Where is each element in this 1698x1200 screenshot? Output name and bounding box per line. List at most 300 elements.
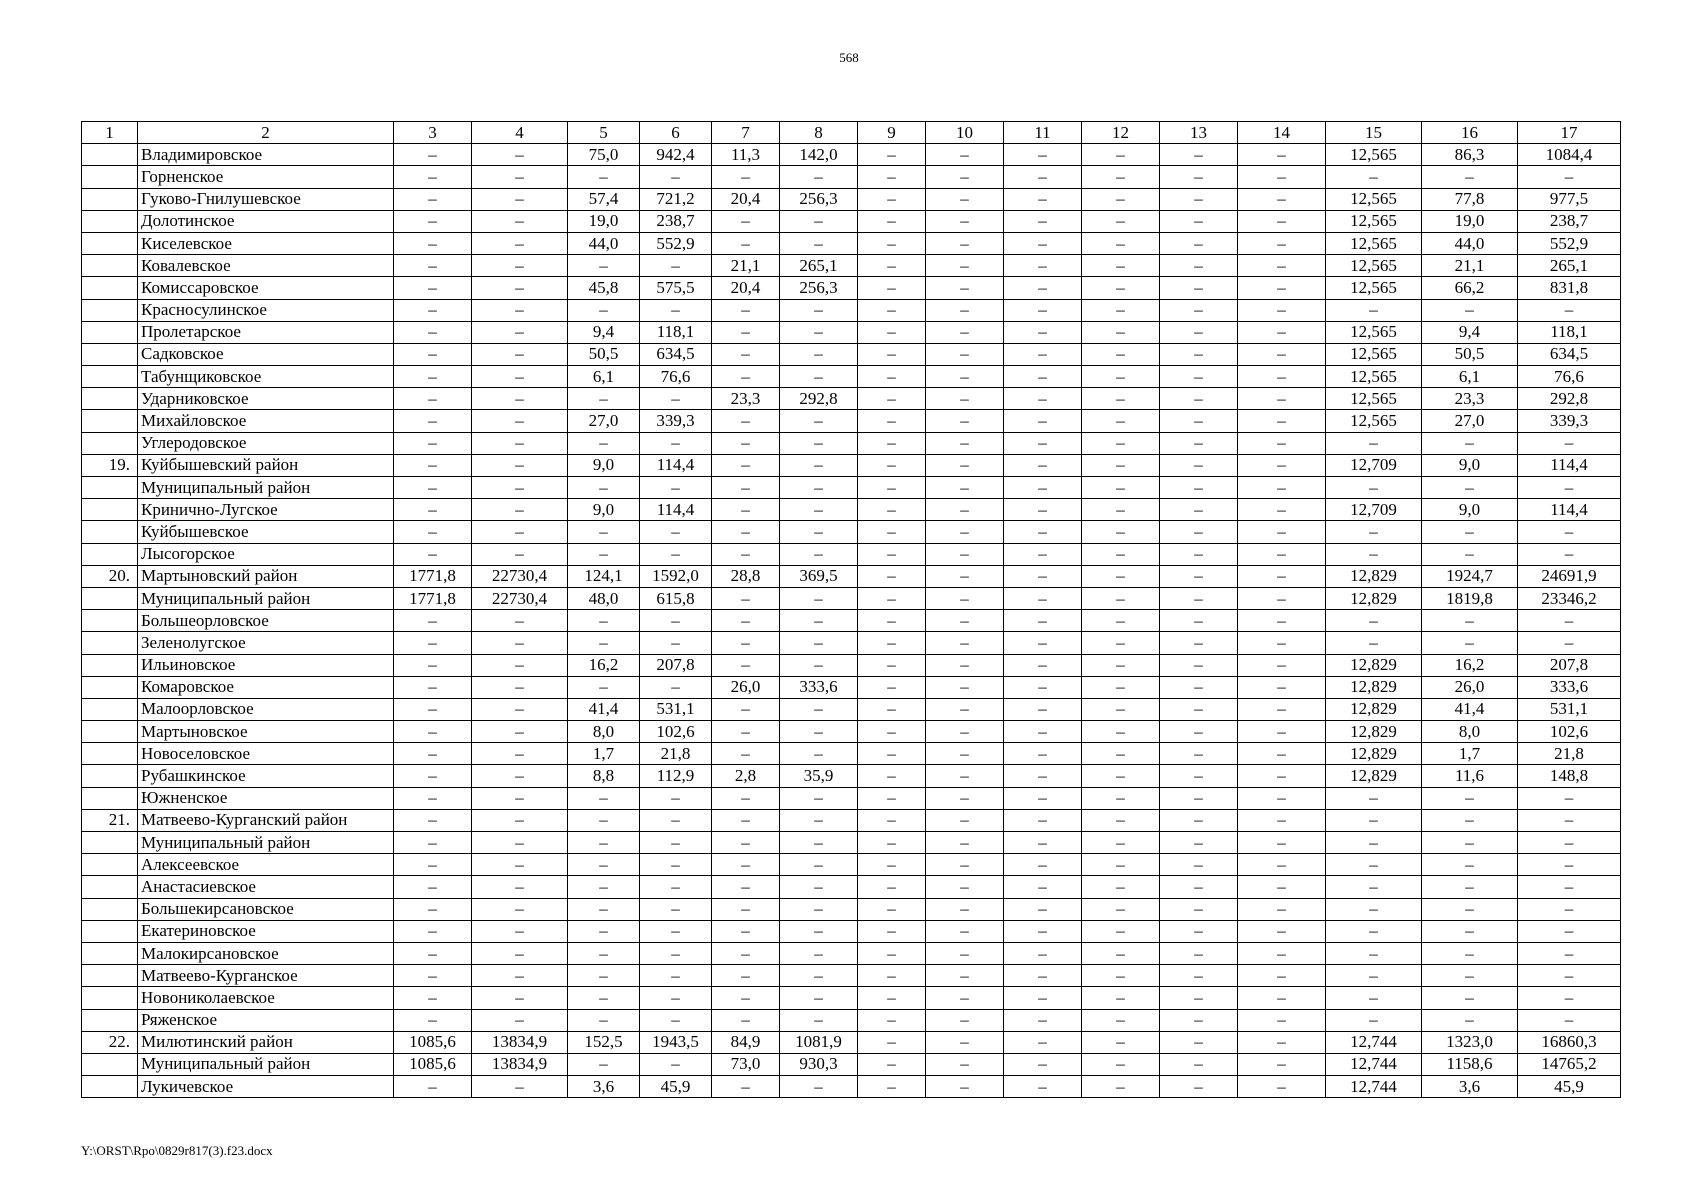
- value-cell: –: [568, 632, 640, 654]
- value-cell: –: [472, 1009, 568, 1031]
- value-cell: –: [1326, 166, 1422, 188]
- value-cell: –: [472, 721, 568, 743]
- settlement-name-cell: Углеродовское: [138, 432, 394, 454]
- value-cell: 531,1: [640, 698, 712, 720]
- value-cell: –: [568, 920, 640, 942]
- value-cell: 16,2: [568, 654, 640, 676]
- value-cell: 11,6: [1422, 765, 1518, 787]
- value-cell: –: [858, 499, 926, 521]
- value-cell: 265,1: [1518, 255, 1621, 277]
- value-cell: –: [1004, 1031, 1082, 1053]
- value-cell: –: [858, 188, 926, 210]
- value-cell: –: [858, 654, 926, 676]
- value-cell: 1081,9: [780, 1031, 858, 1053]
- value-cell: –: [712, 920, 780, 942]
- value-cell: –: [780, 454, 858, 476]
- value-cell: 339,3: [1518, 410, 1621, 432]
- value-cell: –: [1160, 942, 1238, 964]
- value-cell: –: [640, 432, 712, 454]
- value-cell: –: [780, 1009, 858, 1031]
- row-number-cell: [82, 632, 138, 654]
- value-cell: 333,6: [1518, 676, 1621, 698]
- value-cell: –: [1518, 521, 1621, 543]
- value-cell: 76,6: [1518, 366, 1621, 388]
- value-cell: –: [858, 721, 926, 743]
- row-number-cell: [82, 965, 138, 987]
- value-cell: –: [394, 144, 472, 166]
- value-cell: –: [1082, 255, 1160, 277]
- value-cell: –: [1160, 654, 1238, 676]
- value-cell: –: [1004, 565, 1082, 587]
- settlement-name-cell: Горненское: [138, 166, 394, 188]
- value-cell: –: [712, 854, 780, 876]
- value-cell: –: [394, 765, 472, 787]
- value-cell: –: [712, 410, 780, 432]
- value-cell: –: [1518, 166, 1621, 188]
- value-cell: –: [1238, 366, 1326, 388]
- value-cell: 21,8: [1518, 743, 1621, 765]
- value-cell: –: [1422, 543, 1518, 565]
- value-cell: –: [1004, 942, 1082, 964]
- value-cell: –: [394, 832, 472, 854]
- value-cell: 339,3: [640, 410, 712, 432]
- value-cell: 19,0: [1422, 210, 1518, 232]
- value-cell: –: [472, 1076, 568, 1098]
- value-cell: –: [1238, 787, 1326, 809]
- value-cell: –: [1238, 343, 1326, 365]
- value-cell: –: [1238, 388, 1326, 410]
- value-cell: –: [1082, 299, 1160, 321]
- settlement-name-cell: Малоорловское: [138, 698, 394, 720]
- value-cell: –: [1082, 654, 1160, 676]
- value-cell: –: [568, 1053, 640, 1075]
- value-cell: –: [858, 255, 926, 277]
- value-cell: –: [1518, 832, 1621, 854]
- value-cell: 575,5: [640, 277, 712, 299]
- table-row: [82, 654, 1621, 676]
- value-cell: –: [1238, 743, 1326, 765]
- value-cell: 1819,8: [1422, 587, 1518, 609]
- row-number-cell: [82, 765, 138, 787]
- value-cell: 12,565: [1326, 232, 1422, 254]
- value-cell: –: [858, 587, 926, 609]
- row-number-cell: [82, 698, 138, 720]
- value-cell: –: [472, 410, 568, 432]
- value-cell: –: [780, 521, 858, 543]
- value-cell: –: [926, 454, 1004, 476]
- value-cell: –: [712, 876, 780, 898]
- value-cell: 238,7: [640, 210, 712, 232]
- value-cell: –: [1160, 1053, 1238, 1075]
- value-cell: –: [568, 166, 640, 188]
- value-cell: –: [1082, 432, 1160, 454]
- value-cell: 152,5: [568, 1031, 640, 1053]
- value-cell: –: [394, 1009, 472, 1031]
- value-cell: –: [472, 632, 568, 654]
- table-row: [82, 410, 1621, 432]
- settlement-name-cell: Ряженское: [138, 1009, 394, 1031]
- value-cell: –: [1160, 1031, 1238, 1053]
- row-number-cell: [82, 321, 138, 343]
- value-cell: 6,1: [568, 366, 640, 388]
- value-cell: –: [1004, 144, 1082, 166]
- value-cell: –: [472, 188, 568, 210]
- table-row: [82, 255, 1621, 277]
- value-cell: –: [1422, 432, 1518, 454]
- table-row: [82, 854, 1621, 876]
- value-cell: –: [1160, 499, 1238, 521]
- value-cell: 615,8: [640, 587, 712, 609]
- value-cell: –: [1326, 898, 1422, 920]
- row-number-cell: [82, 987, 138, 1009]
- settlement-name-cell: Рубашкинское: [138, 765, 394, 787]
- row-number-cell: [82, 1009, 138, 1031]
- value-cell: –: [858, 477, 926, 499]
- value-cell: 265,1: [780, 255, 858, 277]
- value-cell: –: [1004, 987, 1082, 1009]
- value-cell: –: [926, 787, 1004, 809]
- value-cell: 831,8: [1518, 277, 1621, 299]
- value-cell: –: [926, 1053, 1004, 1075]
- value-cell: 26,0: [1422, 676, 1518, 698]
- value-cell: 333,6: [780, 676, 858, 698]
- value-cell: –: [1238, 477, 1326, 499]
- value-cell: –: [568, 543, 640, 565]
- value-cell: –: [780, 410, 858, 432]
- value-cell: –: [1004, 277, 1082, 299]
- value-cell: –: [640, 676, 712, 698]
- value-cell: –: [712, 343, 780, 365]
- value-cell: 12,829: [1326, 698, 1422, 720]
- value-cell: –: [926, 343, 1004, 365]
- value-cell: 942,4: [640, 144, 712, 166]
- value-cell: 45,9: [1518, 1076, 1621, 1098]
- value-cell: –: [926, 854, 1004, 876]
- value-cell: –: [780, 920, 858, 942]
- value-cell: 12,565: [1326, 410, 1422, 432]
- value-cell: –: [1004, 854, 1082, 876]
- value-cell: –: [1238, 832, 1326, 854]
- value-cell: –: [858, 1031, 926, 1053]
- value-cell: –: [1004, 343, 1082, 365]
- value-cell: –: [1004, 188, 1082, 210]
- table-row: [82, 1031, 1621, 1053]
- settlement-name-cell: Ковалевское: [138, 255, 394, 277]
- value-cell: –: [1082, 832, 1160, 854]
- value-cell: 207,8: [640, 654, 712, 676]
- value-cell: –: [472, 232, 568, 254]
- value-cell: –: [472, 144, 568, 166]
- value-cell: –: [780, 898, 858, 920]
- value-cell: –: [394, 610, 472, 632]
- value-cell: –: [1082, 210, 1160, 232]
- value-cell: –: [1238, 188, 1326, 210]
- value-cell: –: [1160, 920, 1238, 942]
- value-cell: 73,0: [712, 1053, 780, 1075]
- row-number-cell: [82, 721, 138, 743]
- value-cell: –: [394, 876, 472, 898]
- row-number-cell: [82, 277, 138, 299]
- value-cell: –: [712, 898, 780, 920]
- value-cell: –: [926, 965, 1004, 987]
- value-cell: –: [926, 388, 1004, 410]
- value-cell: –: [1238, 809, 1326, 831]
- value-cell: –: [1160, 743, 1238, 765]
- value-cell: –: [926, 565, 1004, 587]
- value-cell: –: [1238, 942, 1326, 964]
- value-cell: –: [858, 454, 926, 476]
- value-cell: –: [394, 521, 472, 543]
- value-cell: –: [1082, 898, 1160, 920]
- file-path-footer: Y:\ORST\Rpo\0829r817(3).f23.docx: [81, 1143, 273, 1158]
- value-cell: 12,565: [1326, 277, 1422, 299]
- value-cell: 9,0: [568, 454, 640, 476]
- value-cell: –: [640, 898, 712, 920]
- value-cell: –: [926, 610, 1004, 632]
- value-cell: –: [394, 388, 472, 410]
- value-cell: –: [640, 854, 712, 876]
- value-cell: –: [858, 277, 926, 299]
- table-row: [82, 698, 1621, 720]
- value-cell: 8,0: [568, 721, 640, 743]
- value-cell: –: [1160, 787, 1238, 809]
- table-row: [82, 388, 1621, 410]
- value-cell: –: [472, 388, 568, 410]
- data-table: [81, 121, 1621, 1098]
- value-cell: –: [568, 388, 640, 410]
- value-cell: –: [926, 1031, 1004, 1053]
- value-cell: –: [1326, 432, 1422, 454]
- table-row: [82, 632, 1621, 654]
- value-cell: –: [712, 610, 780, 632]
- value-cell: –: [780, 432, 858, 454]
- row-number-cell: [82, 166, 138, 188]
- table-row: [82, 188, 1621, 210]
- value-cell: –: [1004, 587, 1082, 609]
- value-cell: –: [394, 277, 472, 299]
- value-cell: 20,4: [712, 277, 780, 299]
- value-cell: –: [858, 876, 926, 898]
- row-number-cell: [82, 920, 138, 942]
- row-number-cell: [82, 610, 138, 632]
- value-cell: –: [926, 809, 1004, 831]
- value-cell: –: [640, 787, 712, 809]
- value-cell: –: [1082, 388, 1160, 410]
- value-cell: –: [1422, 898, 1518, 920]
- value-cell: 721,2: [640, 188, 712, 210]
- value-cell: –: [1004, 321, 1082, 343]
- value-cell: –: [472, 832, 568, 854]
- value-cell: –: [1422, 809, 1518, 831]
- value-cell: 3,6: [1422, 1076, 1518, 1098]
- value-cell: –: [1082, 410, 1160, 432]
- value-cell: –: [780, 587, 858, 609]
- value-cell: –: [394, 809, 472, 831]
- settlement-name-cell: Ударниковское: [138, 388, 394, 410]
- value-cell: –: [780, 210, 858, 232]
- value-cell: –: [780, 321, 858, 343]
- value-cell: –: [1160, 188, 1238, 210]
- value-cell: –: [568, 299, 640, 321]
- table-row: [82, 477, 1621, 499]
- column-number-cell: 14: [1238, 122, 1326, 144]
- value-cell: 1,7: [568, 743, 640, 765]
- value-cell: –: [712, 832, 780, 854]
- value-cell: –: [926, 232, 1004, 254]
- value-cell: –: [568, 255, 640, 277]
- value-cell: –: [1004, 410, 1082, 432]
- value-cell: 118,1: [640, 321, 712, 343]
- value-cell: –: [1518, 787, 1621, 809]
- value-cell: –: [858, 388, 926, 410]
- value-cell: –: [1004, 654, 1082, 676]
- value-cell: –: [1238, 1053, 1326, 1075]
- value-cell: 1924,7: [1422, 565, 1518, 587]
- value-cell: –: [780, 832, 858, 854]
- value-cell: 531,1: [1518, 698, 1621, 720]
- value-cell: –: [780, 942, 858, 964]
- value-cell: –: [1160, 388, 1238, 410]
- value-cell: –: [1422, 942, 1518, 964]
- value-cell: –: [1160, 410, 1238, 432]
- value-cell: –: [858, 676, 926, 698]
- value-cell: –: [472, 765, 568, 787]
- settlement-name-cell: Гуково-Гнилушевское: [138, 188, 394, 210]
- value-cell: –: [858, 854, 926, 876]
- value-cell: 9,4: [1422, 321, 1518, 343]
- row-number-cell: [82, 543, 138, 565]
- value-cell: 112,9: [640, 765, 712, 787]
- row-number-cell: [82, 499, 138, 521]
- value-cell: –: [1004, 454, 1082, 476]
- value-cell: 12,744: [1326, 1053, 1422, 1075]
- value-cell: –: [394, 1076, 472, 1098]
- value-cell: –: [1518, 632, 1621, 654]
- settlement-name-cell: Екатериновское: [138, 920, 394, 942]
- value-cell: –: [568, 854, 640, 876]
- value-cell: 11,3: [712, 144, 780, 166]
- value-cell: –: [568, 787, 640, 809]
- value-cell: –: [1422, 166, 1518, 188]
- value-cell: –: [1238, 432, 1326, 454]
- row-number-cell: [82, 232, 138, 254]
- table-row: [82, 920, 1621, 942]
- value-cell: –: [926, 410, 1004, 432]
- value-cell: –: [780, 876, 858, 898]
- table-body: [82, 122, 1621, 1098]
- value-cell: 41,4: [568, 698, 640, 720]
- value-cell: –: [712, 1076, 780, 1098]
- settlement-name-cell: Южненское: [138, 787, 394, 809]
- value-cell: –: [926, 144, 1004, 166]
- value-cell: –: [1004, 299, 1082, 321]
- value-cell: –: [394, 965, 472, 987]
- value-cell: 86,3: [1422, 144, 1518, 166]
- value-cell: 19,0: [568, 210, 640, 232]
- value-cell: –: [1082, 920, 1160, 942]
- value-cell: –: [858, 144, 926, 166]
- value-cell: –: [1238, 565, 1326, 587]
- value-cell: –: [472, 343, 568, 365]
- value-cell: –: [1238, 610, 1326, 632]
- value-cell: –: [1160, 965, 1238, 987]
- value-cell: –: [472, 942, 568, 964]
- column-number-cell: 3: [394, 122, 472, 144]
- column-number-cell: 11: [1004, 122, 1082, 144]
- value-cell: –: [568, 965, 640, 987]
- value-cell: –: [1082, 787, 1160, 809]
- value-cell: –: [1518, 942, 1621, 964]
- column-number-cell: 15: [1326, 122, 1422, 144]
- value-cell: –: [394, 299, 472, 321]
- value-cell: –: [640, 1009, 712, 1031]
- value-cell: 48,0: [568, 587, 640, 609]
- value-cell: –: [1518, 920, 1621, 942]
- value-cell: –: [1326, 942, 1422, 964]
- value-cell: –: [858, 565, 926, 587]
- settlement-name-cell: Муниципальный район: [138, 832, 394, 854]
- table-row: [82, 210, 1621, 232]
- value-cell: –: [1160, 432, 1238, 454]
- value-cell: –: [712, 809, 780, 831]
- value-cell: 12,829: [1326, 765, 1422, 787]
- value-cell: –: [926, 366, 1004, 388]
- value-cell: –: [568, 809, 640, 831]
- value-cell: –: [1238, 277, 1326, 299]
- settlement-name-cell: Владимировское: [138, 144, 394, 166]
- value-cell: –: [640, 987, 712, 1009]
- value-cell: –: [1004, 632, 1082, 654]
- value-cell: –: [1160, 521, 1238, 543]
- settlement-name-cell: Новониколаевское: [138, 987, 394, 1009]
- row-number-cell: [82, 898, 138, 920]
- value-cell: –: [712, 654, 780, 676]
- value-cell: –: [858, 698, 926, 720]
- settlement-name-cell: Матвеево-Курганское: [138, 965, 394, 987]
- row-number-cell: [82, 299, 138, 321]
- value-cell: –: [858, 765, 926, 787]
- table-row: [82, 366, 1621, 388]
- value-cell: –: [1422, 787, 1518, 809]
- table-row: [82, 1009, 1621, 1031]
- settlement-name-cell: Пролетарское: [138, 321, 394, 343]
- value-cell: –: [1082, 610, 1160, 632]
- value-cell: –: [780, 610, 858, 632]
- value-cell: –: [472, 743, 568, 765]
- value-cell: –: [1082, 565, 1160, 587]
- value-cell: –: [1160, 166, 1238, 188]
- value-cell: 1771,8: [394, 565, 472, 587]
- value-cell: –: [1082, 854, 1160, 876]
- value-cell: –: [1004, 1076, 1082, 1098]
- value-cell: –: [926, 832, 1004, 854]
- value-cell: –: [1422, 965, 1518, 987]
- value-cell: –: [394, 898, 472, 920]
- value-cell: –: [1422, 521, 1518, 543]
- settlement-name-cell: Комиссаровское: [138, 277, 394, 299]
- value-cell: –: [1082, 543, 1160, 565]
- value-cell: –: [1518, 610, 1621, 632]
- value-cell: –: [712, 721, 780, 743]
- value-cell: –: [1238, 654, 1326, 676]
- settlement-name-cell: Новоселовское: [138, 743, 394, 765]
- value-cell: –: [1238, 255, 1326, 277]
- value-cell: –: [858, 942, 926, 964]
- column-number-cell: 6: [640, 122, 712, 144]
- value-cell: –: [1082, 987, 1160, 1009]
- value-cell: –: [1082, 587, 1160, 609]
- table-row: [82, 987, 1621, 1009]
